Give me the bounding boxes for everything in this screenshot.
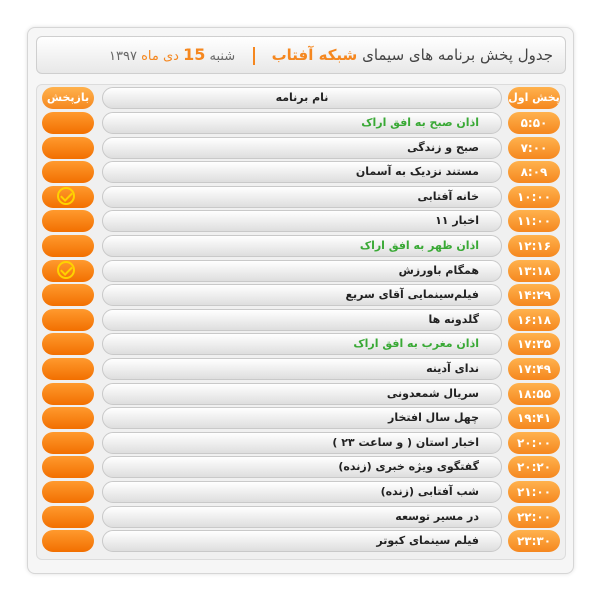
program-rerun: [42, 407, 94, 429]
program-name-cell: [102, 506, 502, 528]
program-name: صبح و زندگی: [407, 140, 479, 154]
program-row: [42, 530, 560, 552]
schedule-date: [109, 37, 235, 73]
program-name: اذان صبح به افق اراک: [361, 116, 479, 129]
title-separator: [253, 47, 255, 65]
program-row: [42, 309, 560, 331]
column-header-time: پخش اول: [508, 87, 560, 109]
program-time: ۵:۵۰: [508, 112, 560, 134]
program-name-cell: [102, 407, 502, 429]
program-name: فیلم سینمای کبوتر: [376, 534, 479, 548]
program-time: ۲۳:۳۰: [508, 530, 560, 552]
program-name-cell: [102, 137, 502, 159]
program-name: مستند نزدیک به آسمان: [355, 165, 479, 179]
program-time: ۱۷:۴۹: [508, 358, 560, 380]
date-year: ۱۳۹۷: [109, 49, 137, 64]
table-header-row: [42, 87, 560, 109]
program-name: گلدونه ها: [428, 312, 479, 326]
program-rerun: [42, 210, 94, 232]
program-rerun: [42, 481, 94, 503]
program-name: گفتگوی ویژه خبری (زنده): [338, 460, 479, 474]
program-row: [42, 481, 560, 503]
column-header-name-label: نام برنامه: [275, 91, 329, 104]
checkmark-icon: [57, 261, 75, 279]
program-rerun: [42, 506, 94, 528]
program-row: [42, 260, 560, 282]
program-name-cell: [102, 112, 502, 134]
program-row: [42, 506, 560, 528]
program-rerun: [42, 530, 94, 552]
program-rerun: [42, 456, 94, 478]
date-month: دی ماه: [141, 49, 179, 64]
program-time: ۱۶:۱۸: [508, 309, 560, 331]
program-name-cell: [102, 383, 502, 405]
program-name-cell: [102, 333, 502, 355]
program-rerun: [42, 186, 94, 208]
program-time: ۲۰:۰۰: [508, 432, 560, 454]
program-name: در مسیر توسعه: [395, 509, 479, 523]
program-name-cell: [102, 186, 502, 208]
date-day: 15: [183, 45, 206, 64]
program-time: ۱۱:۰۰: [508, 210, 560, 232]
title-main: جدول پخش برنامه های سیمای: [362, 46, 553, 64]
program-name: سریال شمعدونی: [386, 386, 479, 400]
program-name: اخبار ۱۱: [435, 214, 479, 228]
program-rerun: [42, 112, 94, 134]
title-network: شبکه آفتاب: [271, 46, 358, 64]
program-time: ۲۱:۰۰: [508, 481, 560, 503]
program-row: [42, 358, 560, 380]
program-name-cell: [102, 235, 502, 257]
schedule-header: [36, 36, 566, 74]
program-name-cell: [102, 260, 502, 282]
program-time: ۱۴:۲۹: [508, 284, 560, 306]
program-time: ۷:۰۰: [508, 137, 560, 159]
schedule-title: [253, 37, 553, 73]
date-weekday: شنبه: [209, 49, 236, 64]
program-name-cell: [102, 161, 502, 183]
program-time: ۸:۰۹: [508, 161, 560, 183]
program-row: [42, 432, 560, 454]
program-name-cell: [102, 284, 502, 306]
program-rerun: [42, 161, 94, 183]
program-name-cell: [102, 309, 502, 331]
program-name: خانه آفتابی: [417, 189, 479, 203]
program-name: شب آفتابی (زنده): [380, 485, 479, 498]
program-row: [42, 456, 560, 478]
program-name: اذان مغرب به افق اراک: [353, 337, 479, 351]
column-header-rerun: بازپخش: [42, 87, 94, 109]
program-time: ۲۲:۰۰: [508, 506, 560, 528]
program-name-cell: [102, 358, 502, 380]
program-row: [42, 407, 560, 429]
program-name: چهل سال افتخار: [387, 411, 479, 425]
program-rerun: [42, 284, 94, 306]
program-time: ۱۳:۱۸: [508, 260, 560, 282]
program-name-cell: [102, 530, 502, 552]
program-rerun: [42, 260, 94, 282]
program-row: [42, 137, 560, 159]
program-row: [42, 161, 560, 183]
program-row: [42, 186, 560, 208]
program-row: [42, 235, 560, 257]
program-row: [42, 284, 560, 306]
program-time: ۱۸:۵۵: [508, 383, 560, 405]
program-time: ۱۷:۳۵: [508, 333, 560, 355]
program-name-cell: [102, 432, 502, 454]
program-rerun: [42, 333, 94, 355]
program-row: [42, 333, 560, 355]
program-rerun: [42, 309, 94, 331]
program-rerun: [42, 432, 94, 454]
program-name: اذان ظهر به افق اراک: [359, 239, 479, 252]
program-name: اخبار استان ( و ساعت ۲۳ ): [332, 435, 479, 449]
program-name-cell: [102, 210, 502, 232]
program-rerun: [42, 358, 94, 380]
program-row: [42, 210, 560, 232]
program-row: [42, 112, 560, 134]
program-name-cell: [102, 456, 502, 478]
program-name-cell: [102, 481, 502, 503]
program-rerun: [42, 383, 94, 405]
program-name: همگام باورزش: [398, 263, 479, 277]
program-name: فیلم‌سینمایی آقای سریع: [345, 288, 479, 302]
program-time: ۲۰:۲۰: [508, 456, 560, 478]
column-header-name: [102, 87, 502, 109]
program-time: ۱۹:۴۱: [508, 407, 560, 429]
program-rerun: [42, 235, 94, 257]
program-row: [42, 383, 560, 405]
program-time: ۱۲:۱۶: [508, 235, 560, 257]
program-name: ندای آدینه: [426, 362, 479, 375]
program-time: ۱۰:۰۰: [508, 186, 560, 208]
checkmark-icon: [57, 187, 75, 205]
program-rerun: [42, 137, 94, 159]
